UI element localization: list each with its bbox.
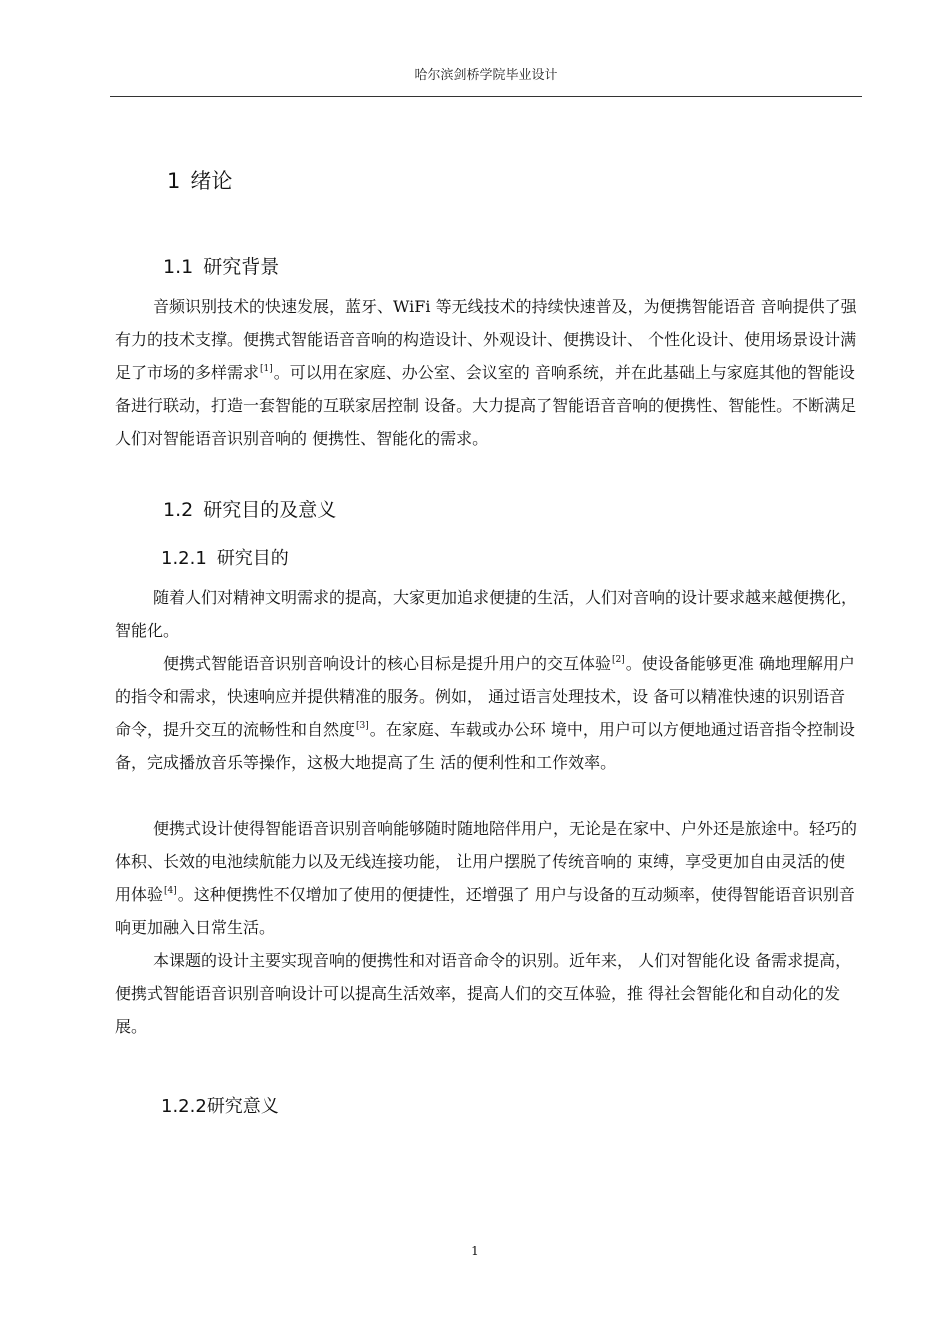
subsection-title: 研究目的 (216, 548, 289, 569)
subsection-number: 1.2.2 (161, 1096, 207, 1117)
section-heading-1-2 (163, 495, 336, 522)
page-number: 1 (471, 1244, 479, 1258)
section-title: 研究目的及意义 (203, 499, 337, 521)
subsection-heading-1-2-2 (161, 1092, 279, 1118)
paragraph-purpose-2: 便携式智能语音识别音响设计的核心目标是提升用户的交互体验[2]。使设备能够更准 确地理解用户的指令和需求，快速响应并提供精准的服务。例如， 通过语言处理技术，设 备可以精准快速的识别语音命令，提升交互的流畅性和自然度[3]。在家庭、车载或办公环 境中，用户可以方便地通过语音指令控制设备，完成播放音乐等操作，这极大地提高了生 活的便利性和工作效率。 (115, 654, 855, 772)
header-rule (110, 96, 862, 97)
chapter-title: 绪论 (190, 169, 233, 193)
citation-3: [3] (356, 721, 369, 731)
subsection-number: 1.2.1 (161, 548, 207, 569)
section-number: 1.1 (163, 256, 194, 278)
section-number: 1.2 (163, 499, 194, 521)
chapter-number: 1 (167, 169, 181, 193)
citation-4: [4] (164, 886, 177, 896)
section-heading-1-1 (163, 252, 279, 279)
section-title: 研究背景 (203, 256, 280, 278)
chapter-heading (167, 165, 232, 195)
paragraph-purpose-3: 便携式设计使得智能语音识别音响能够随时随地陪伴用户，无论是在家中、户外还是旅途中。轻巧的体积、长效的电池续航能力以及无线连接功能， 让用户摆脱了传统音响的 束缚，享受更加自由灵活的使用体验[4]。这种便携性不仅增加了使用的便捷性，还增强了 用户与设备的互动频率，使得智能语音识别音响更加融入日常生活。 (115, 819, 858, 937)
subsection-title: 研究意义 (206, 1096, 279, 1117)
paragraph-purpose-4: 本课题的设计主要实现音响的便携性和对语音命令的识别。近年来， 人们对智能化设 备需求提高，便携式智能语音识别音响设计可以提高生活效率，提高人们的交互体验，推 得社会智能化和自动化的发展。 (115, 951, 852, 1036)
citation-2: [2] (612, 655, 625, 665)
page-header: 哈尔滨剑桥学院毕业设计 (414, 68, 558, 83)
paragraph-purpose-1: 随着人们对精神文明需求的提高，大家更加追求便捷的生活，人们对音响的设计要求越来越便携化，智能化。 (115, 588, 858, 640)
citation-1: [1] (260, 364, 273, 374)
paragraph-background: 音频识别技术的快速发展，蓝牙、WiFi 等无线技术的持续快速普及，为便携智能语音 音响提供了强有力的技术支撑。便携式智能语音音响的构造设计、外观设计、便携设计、 个性化设计、使用场景设计满足了市场的多样需求[1]。可以用在家庭、办公室、会议室的 音响系统，并在此基础上与家庭其他的智能设备进行联动，打造一套智能的互联家居控制 设备。大力提高了智能语音音响的便携性、智能性。不断满足人们对智能语音识别音响的 便携性、智能化的需求。 (115, 297, 857, 448)
subsection-heading-1-2-1 (161, 544, 289, 570)
